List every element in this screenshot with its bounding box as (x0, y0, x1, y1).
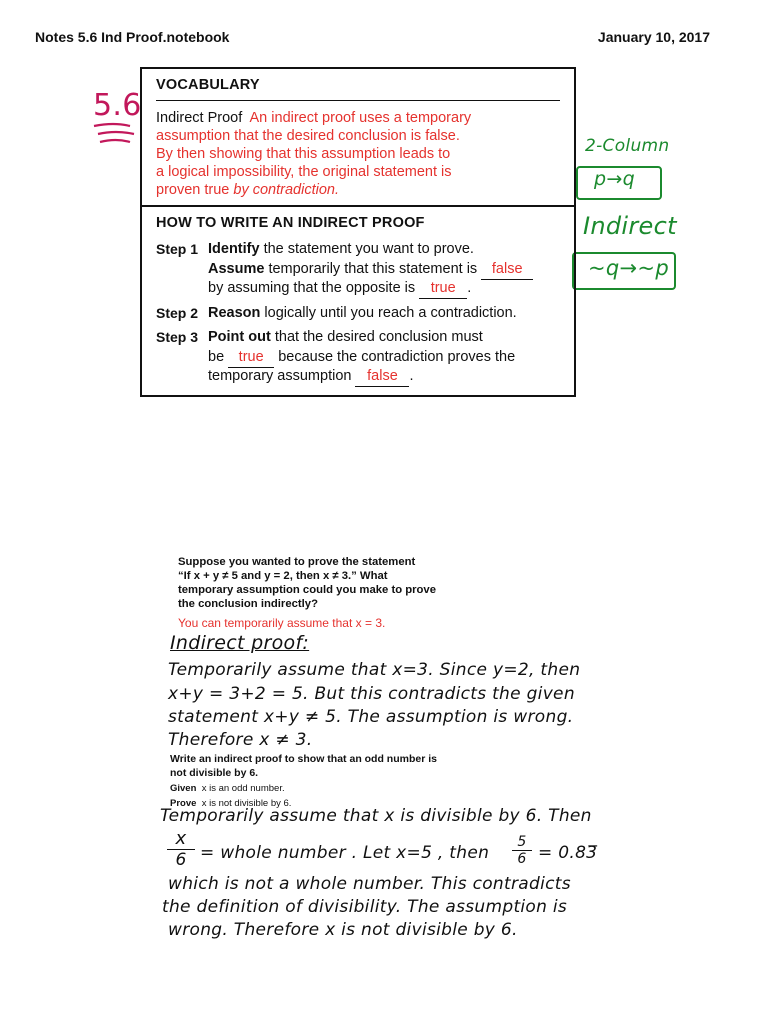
vocabulary-line-2: assumption that the desired conclusion is false. (156, 128, 460, 144)
fraction-x-over-6: x 6 (166, 828, 196, 870)
vocabulary-title: VOCABULARY (156, 77, 260, 93)
indirect-formula: ~q→~p (588, 256, 669, 280)
problem-1-line-3: temporary assumption could you make to prove (178, 584, 437, 596)
handwritten-proof-2-line-2: = whole number . Let x=5 , then (200, 843, 490, 863)
vocabulary-line-1: Indirect Proof An indirect proof uses a temporary (156, 110, 472, 126)
handwritten-proof-2-line-2-end: = 0.83̅ (538, 843, 598, 863)
indirect-note: Indirect (583, 212, 677, 240)
notebook-date: January 10, 2017 (597, 29, 710, 45)
step-1-label: Step 1 (156, 241, 199, 257)
handwritten-proof-2-line-1: Temporarily assume that x is divisible by 6. Then (160, 806, 592, 826)
problem-2-prove: Prove x is not divisible by 6. (170, 798, 292, 809)
handwritten-proof-2-line-4: the definition of divisibility. The assumption is (162, 897, 568, 917)
step-1-line-2: Assume temporarily that this statement is false (208, 259, 533, 280)
answer-blank: false (355, 366, 409, 387)
answer-blank: true (228, 347, 274, 368)
step-3-line-1: Point out that the desired conclusion must (208, 329, 483, 345)
two-column-formula: p→q (594, 168, 635, 190)
vocabulary-box (140, 67, 576, 207)
step-3-line-3: temporary assumption false . (208, 366, 414, 387)
notebook-title: Notes 5.6 Ind Proof.notebook (35, 29, 230, 45)
handwritten-proof-1-line-4: Therefore x ≠ 3. (168, 730, 313, 750)
vocabulary-line-4: a logical impossibility, the original statement is (156, 164, 452, 180)
handwritten-proof-2-line-5: wrong. Therefore x is not divisible by 6. (168, 920, 518, 940)
answer-blank: true (419, 278, 467, 299)
underline-scribble-icon (90, 120, 140, 148)
fraction-5-over-6: 5 6 (510, 834, 534, 867)
problem-2-line-2: not divisible by 6. (170, 767, 259, 779)
problem-1-answer: You can temporarily assume that x = 3. (178, 616, 386, 630)
step-2-label: Step 2 (156, 305, 199, 321)
problem-2-given: Given x is an odd number. (170, 783, 285, 794)
step-1-line-1: Identify the statement you want to prove. (208, 241, 474, 257)
problem-1-line-2: “If x + y ≠ 5 and y = 2, then x ≠ 3.” What (178, 570, 388, 582)
indirect-proof-heading: Indirect proof: (170, 632, 310, 654)
handwritten-proof-2-line-3: which is not a whole number. This contradicts (168, 874, 571, 894)
handwritten-proof-1-line-2: x+y = 3+2 = 5. But this contradicts the given (168, 684, 575, 704)
answer-blank: false (481, 259, 533, 280)
two-column-note: 2-Column (585, 136, 670, 156)
handwritten-proof-1-line-3: statement x+y ≠ 5. The assumption is wrong. (168, 707, 574, 727)
problem-1-line-1: Suppose you wanted to prove the statement (178, 556, 416, 568)
vocabulary-line-5: proven true by contradiction. (156, 182, 339, 198)
step-1-line-3: by assuming that the opposite is true . (208, 278, 471, 299)
step-2-line-1: Reason logically until you reach a contradiction. (208, 305, 517, 321)
problem-2-line-1: Write an indirect proof to show that an odd number is (170, 753, 437, 765)
step-3-label: Step 3 (156, 329, 199, 345)
handwritten-proof-1-line-1: Temporarily assume that x=3. Since y=2, then (168, 660, 581, 680)
how-to-box (140, 207, 576, 397)
vocabulary-divider (156, 100, 560, 101)
how-to-title: HOW TO WRITE AN INDIRECT PROOF (156, 215, 425, 231)
problem-1-line-4: the conclusion indirectly? (178, 598, 318, 610)
step-3-line-2: be true because the contradiction proves the (208, 347, 515, 368)
vocabulary-term: Indirect Proof (156, 110, 243, 126)
vocabulary-line-3: By then showing that this assumption leads to (156, 146, 451, 162)
section-number-note: 5.6 (93, 88, 142, 123)
